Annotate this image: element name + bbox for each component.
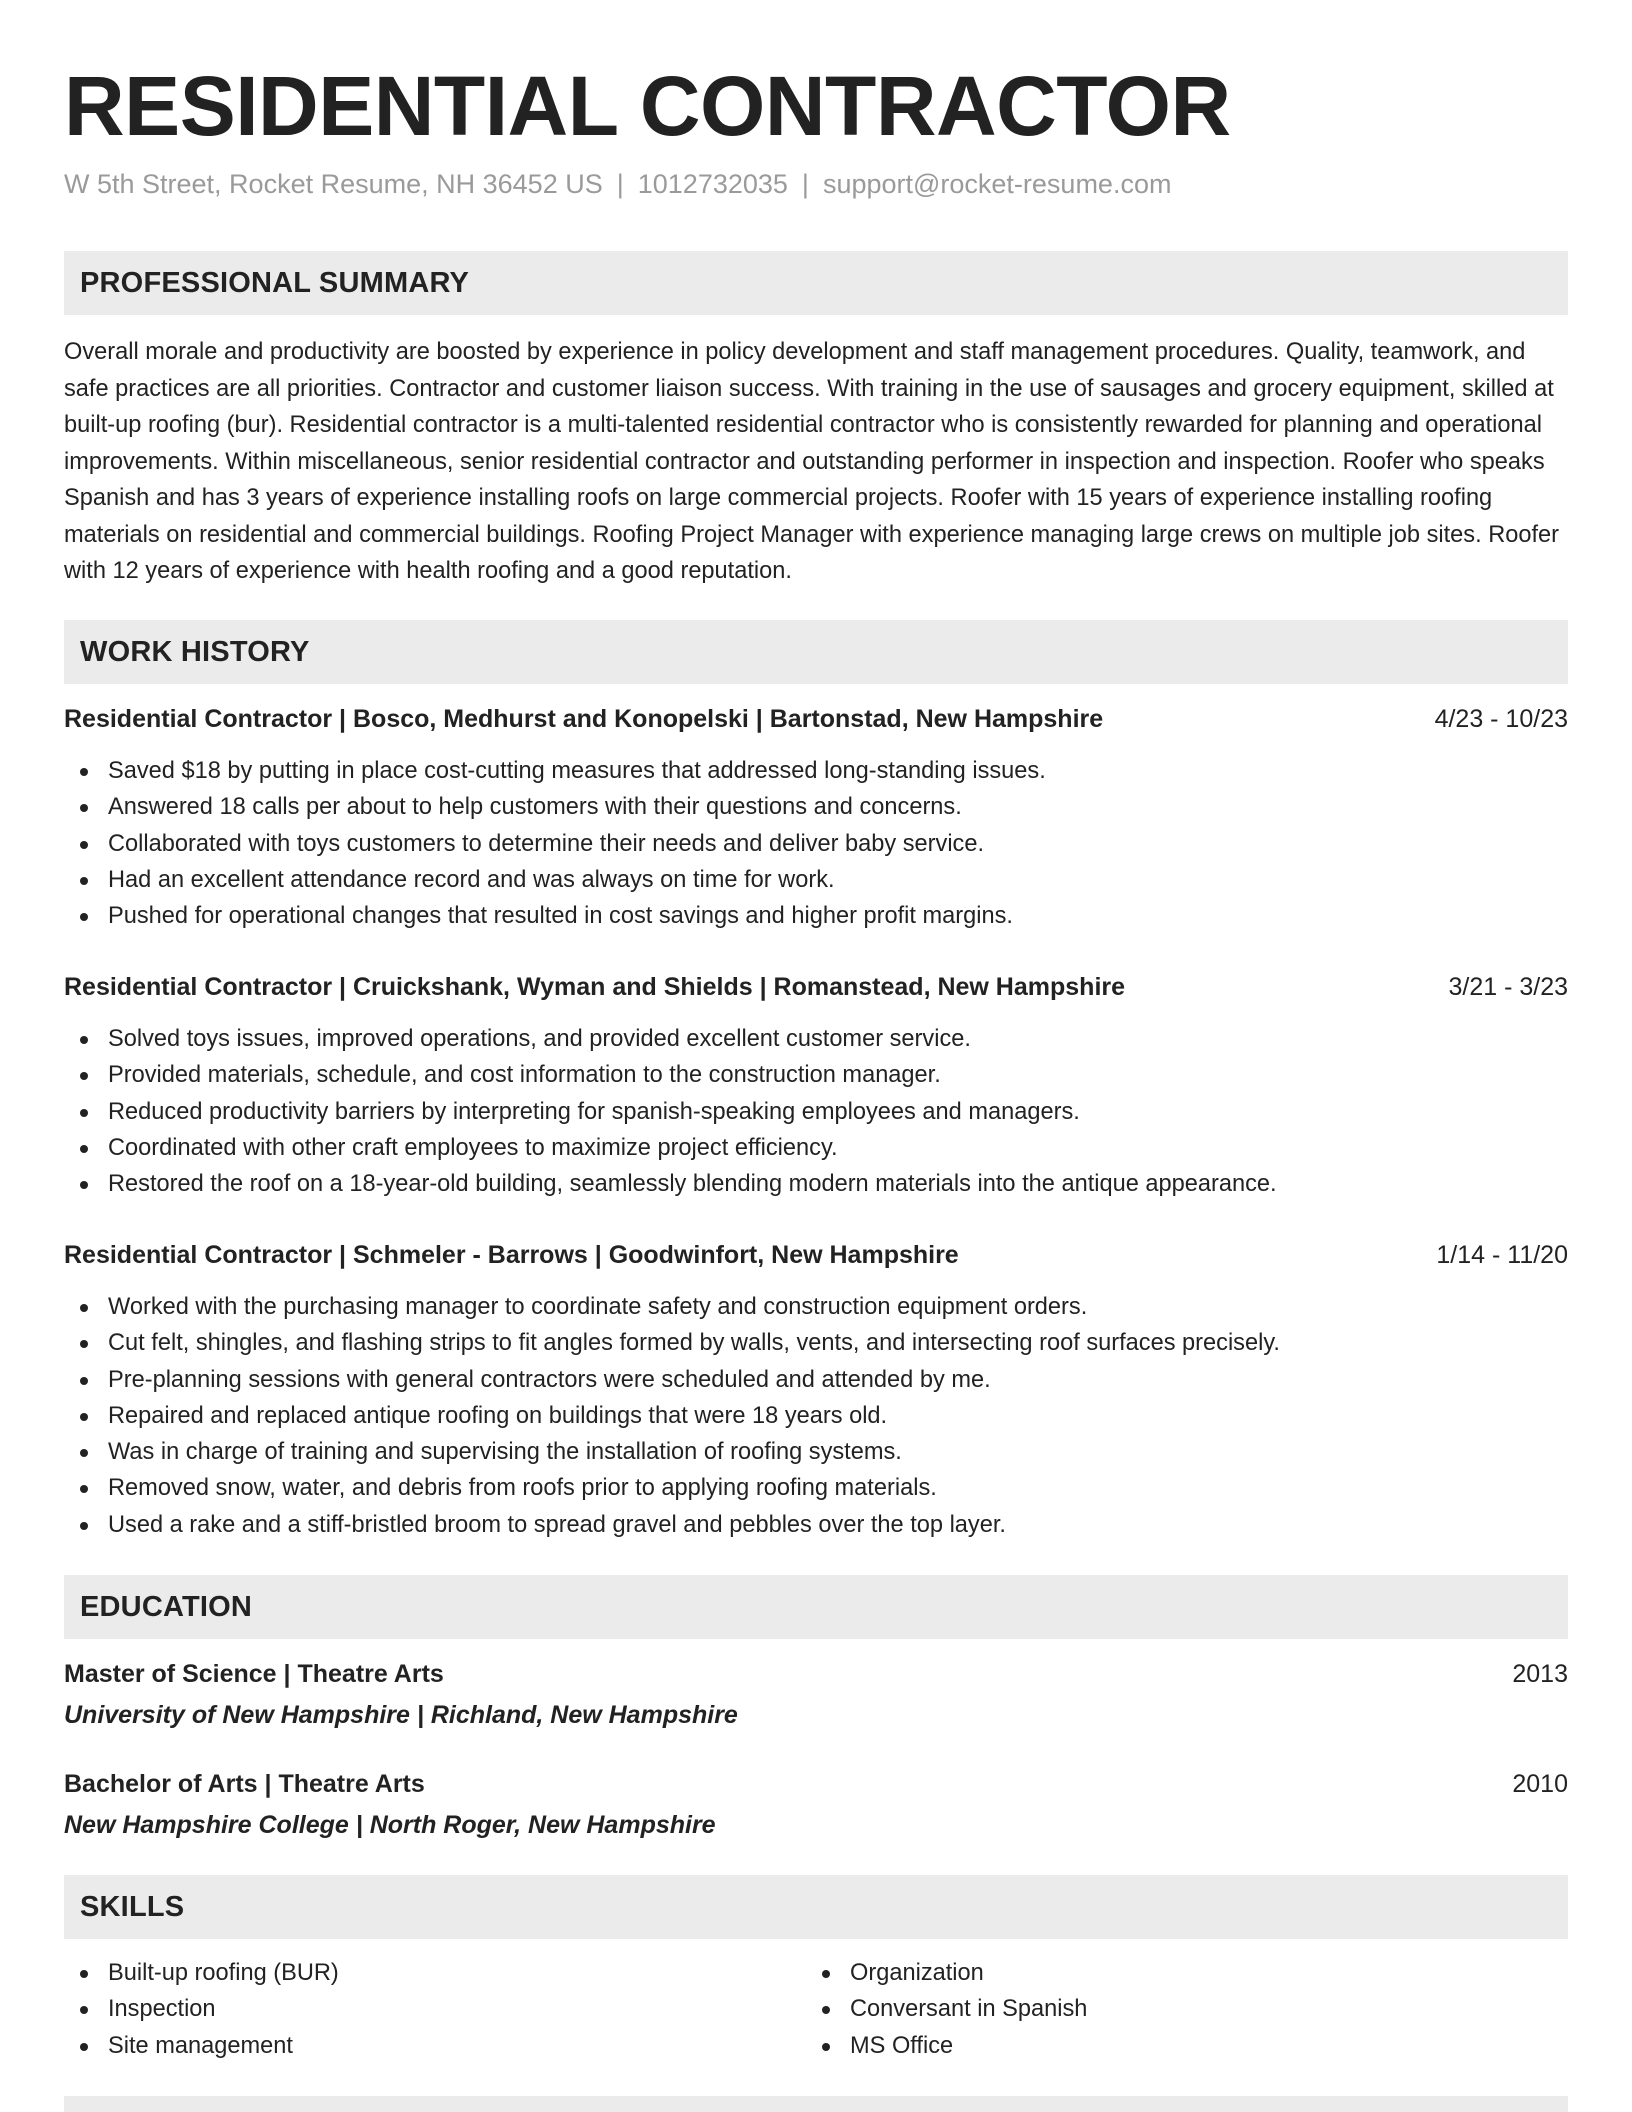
section-title: WORK HISTORY [80,636,310,668]
section-header-education [64,1575,1568,1639]
job-bullets [64,1289,1568,1543]
list-item: Was in charge of training and supervising the installation of roofing systems. [64,1434,1568,1470]
list-item: Saved $18 by putting in place cost-cutting measures that addressed long-standing issues. [64,753,1568,789]
education-degree: Bachelor of Arts | Theatre Arts [64,1770,425,1798]
job-bullets [64,753,1568,934]
education-header [64,1767,1568,1801]
list-item: Used a rake and a stiff-bristled broom to spread gravel and pebbles over the top layer. [64,1507,1568,1543]
skill-item: Built-up roofing (BUR) [64,1955,1568,1991]
skills-list-right [806,1955,1632,2064]
list-item: Cut felt, shingles, and flashing strips to fit angles formed by walls, vents, and intersecting roof surfaces precisely. [64,1325,1568,1361]
skill-item: MS Office [806,2028,1632,2064]
education-year: 2010 [1512,1770,1568,1798]
education-header [64,1657,1568,1691]
page-title: RESIDENTIAL CONTRACTOR [64,59,1231,153]
list-item: Solved toys issues, improved operations, and provided excellent customer service. [64,1021,1568,1057]
contact-line [64,166,1171,202]
section-header-work-history [64,620,1568,684]
list-item: Provided materials, schedule, and cost information to the construction manager. [64,1057,1568,1093]
education-school: New Hampshire College | North Roger, New Hampshire [64,1811,716,1839]
job-title: Residential Contractor | Bosco, Medhurst and Konopelski | Bartonstad, New Hampshire [64,705,1104,733]
job-header [64,1238,1568,1272]
list-item: Reduced productivity barriers by interpreting for spanish-speaking employees and managers. [64,1094,1568,1130]
list-item: Worked with the purchasing manager to coordinate safety and construction equipment orders. [64,1289,1568,1325]
skill-item: Site management [64,2028,1568,2064]
education-degree: Master of Science | Theatre Arts [64,1660,444,1688]
education-year: 2013 [1512,1660,1568,1688]
job-dates: 1/14 - 11/20 [1436,1241,1568,1269]
list-item: Pre-planning sessions with general contractors were scheduled and attended by me. [64,1362,1568,1398]
list-item: Removed snow, water, and debris from roofs prior to applying roofing materials. [64,1470,1568,1506]
job-title: Residential Contractor | Cruickshank, Wyman and Shields | Romanstead, New Hampshire [64,973,1126,1001]
section-header-next [64,2096,1568,2112]
list-item: Had an excellent attendance record and was always on time for work. [64,862,1568,898]
education-school: University of New Hampshire | Richland, New Hampshire [64,1701,738,1729]
list-item: Collaborated with toys customers to determine their needs and deliver baby service. [64,826,1568,862]
contact-separator: | [801,169,809,199]
contact-separator: | [616,169,624,199]
job-dates: 4/23 - 10/23 [1434,705,1568,733]
job-header [64,702,1568,736]
job-title: Residential Contractor | Schmeler - Barrows | Goodwinfort, New Hampshire [64,1241,959,1269]
list-item: Coordinated with other craft employees to maximize project efficiency. [64,1130,1568,1166]
list-item: Answered 18 calls per about to help customers with their questions and concerns. [64,789,1568,825]
job-dates: 3/21 - 3/23 [1448,973,1568,1001]
section-title: SKILLS [80,1891,185,1923]
contact-email: support@rocket-resume.com [822,169,1172,199]
skill-item: Conversant in Spanish [806,1991,1632,2027]
list-item: Pushed for operational changes that resulted in cost savings and higher profit margins. [64,898,1568,934]
contact-phone: 1012732035 [637,169,788,199]
section-header-summary [64,251,1568,315]
section-header-skills [64,1875,1568,1939]
skill-item: Inspection [64,1991,1568,2027]
section-title: EDUCATION [80,1591,253,1623]
section-title: PROFESSIONAL SUMMARY [80,267,470,299]
contact-address: W 5th Street, Rocket Resume, NH 36452 US [64,169,603,199]
skill-item: Organization [806,1955,1632,1991]
job-header [64,970,1568,1004]
list-item: Restored the roof on a 18-year-old building, seamlessly blending modern materials into the antique appearance. [64,1166,1568,1202]
job-bullets [64,1021,1568,1202]
list-item: Repaired and replaced antique roofing on buildings that were 18 years old. [64,1398,1568,1434]
summary-text: Overall morale and productivity are boosted by experience in policy development and staff management procedures. Quality, teamwork, and safe practices are all priorities. Contractor and customer liaison success. With training in the use of sausages and grocery equipment, skilled at built-up roofing (bur). Residential contractor is a multi-talented residential contractor who is consistently rewarded for planning and operational improvements. Within miscellaneous, senior residential contractor and outstanding performer in inspection and inspection. Roofer who speaks Spanish and has 3 years of experience installing roofs on large commercial projects. Roofer with 15 years of experience installing roofing materials on residential and commercial buildings. Roofing Project Manager with experience managing large crews on multiple job sites. Roofer with 12 years of experience with health roofing and a good reputation. [64,339,1560,584]
